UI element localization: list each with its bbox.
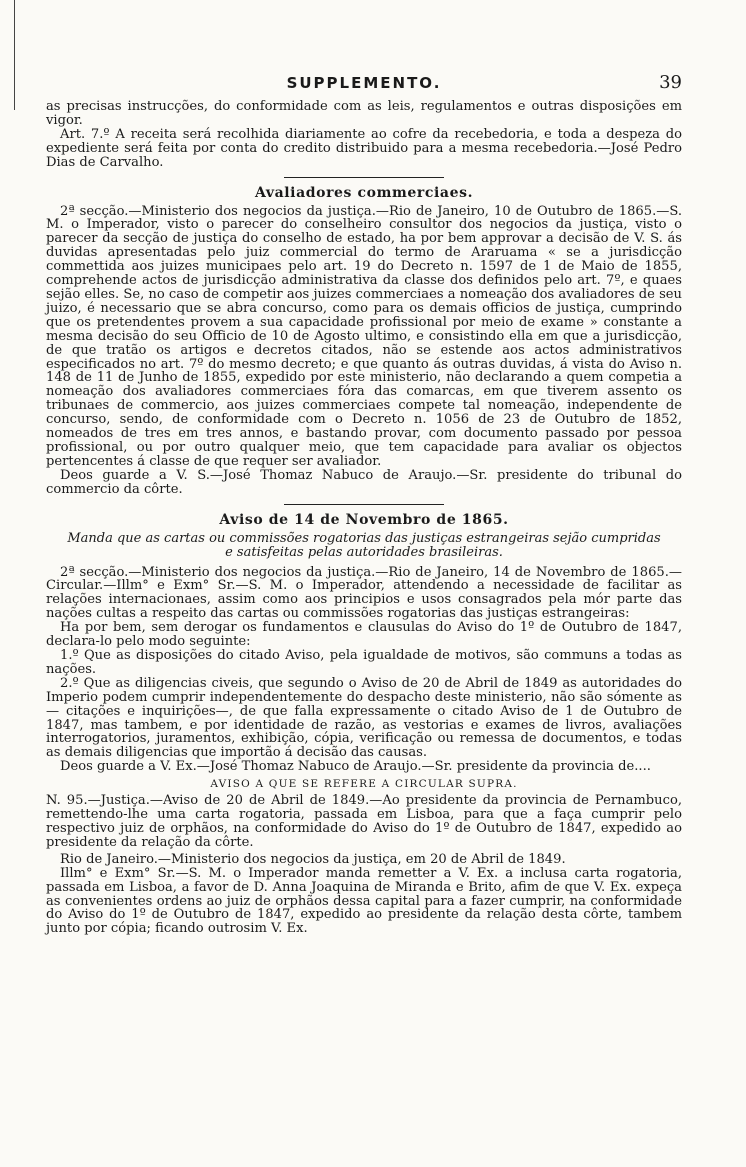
dateline-paragraph: Rio de Janeiro.—Ministerio dos negocios da justiça, em 20 de Abril de 1849. (60, 851, 566, 867)
section-divider (284, 504, 444, 505)
section-title-aviso: Aviso de 14 de Novembro de 1865. (219, 511, 509, 528)
aviso-summary-line: Manda que as cartas ou commissões rogatorias das justiças estrangeiras sejão cumpridas (67, 530, 661, 546)
body-paragraph: N. 95.—Justiça.—Aviso de 20 de Abril de 1849.—Ao presidente da provincia de Pernambuco, remettendo-lhe uma carta rogatoria, passada em Lisboa, para que a faça cumprir pelo respectivo juiz de orphãos, na conformidade do Aviso do 1º de Outubro de 1847, expedido ao presidente da relação da côrte. (46, 793, 682, 850)
closing-paragraph: Deos guarde a V. Ex.—José Thomaz Nabuco de Araujo.—Sr. presidente da provincia de.... (60, 759, 651, 775)
list-item-paragraph: 2.º Que as diligencias civeis, que segundo o Aviso de 20 de Abril de 1849 as autoridades do Imperio podem cumprir independentemente do despacho deste ministerio, não são sómente as — citações e inquirições—, de que falla expressamente o citado Aviso de 1 de Outubro de 1847, mas tambem, e por identidade de razão, as vestorias e exames de livros, avaliações interrogatorios, juramentos, exhibição, cópia, verificação ou remessa de documentos, e todas as demais diligencias que importão á decisão das causas. (46, 675, 682, 761)
body-paragraph: Ha por bem, sem derogar os fundamentos e clausulas do Aviso do 1º de Outubro de 1847, declara-lo pelo modo seguinte: (46, 620, 682, 650)
body-paragraph: Illm° e Exm° Sr.—S. M. o Imperador manda remetter a V. Ex. a inclusa carta rogatoria, passada em Lisboa, a favor de D. Anna Joaquina de Miranda e Brito, afim de que V. Ex. expeça as convenientes ordens ao juiz de orphãos dessa capital para a fazer cumprir, na conformidade do Aviso do 1º de Outubro de 1847, expedido ao presidente da relação desta côrte, tambem junto por cópia; ficando outrosim V. Ex. (46, 865, 682, 937)
aviso-summary (46, 532, 682, 560)
intro-article-paragraph: Art. 7.º A receita será recolhida diariamente ao cofre da recebedoria, e toda a despeza do expediente será feita por conta do credito distribuido para a mesma recebedoria.—José Pedro Dias de Carvalho. (46, 126, 682, 170)
page-number: 39 (659, 72, 682, 93)
document-page (46, 74, 682, 936)
body-paragraph: 2ª secção.—Ministerio dos negocios da justiça.—Rio de Janeiro, 14 de Novembro de 1865.—Circular.—Illm° e Exm° Sr.—S. M. o Imperador, attendendo a necessidade de facilitar as relações internacionaes, assim como aos principios e usos consagrados pela mór parte das nações cultas a respeito das cartas ou commissões rogatorias das justiças estrangeiras: (46, 564, 682, 622)
page-edge-line (14, 0, 15, 110)
running-head (46, 74, 682, 96)
section-title-avaliadores: Avaliadores commerciaes. (254, 184, 474, 201)
list-item-paragraph: 1.º Que as disposições do citado Aviso, pela igualdade de motivos, são communs a todas as nações. (46, 648, 682, 677)
subsection-title: AVISO A QUE SE REFERE A CIRCULAR SUPRA. (210, 778, 518, 791)
aviso-summary-line: e satisfeitas pelas autoridades brasileiras. (225, 544, 503, 560)
body-paragraph: 2ª secção.—Ministerio dos negocios da justiça.—Rio de Janeiro, 10 de Outubro de 1865.—S. M. o Imperador, visto o parecer do conselheiro consultor dos negocios da justiça, visto o parecer da secção de justiça do conselho de estado, ha por bem approvar a decisão de V. S. ás duvidas apresentadas pelo juiz commercial do termo de Araruama « se a jurisdicção commettida aos juizes municipaes pelo art. 19 do Decreto n. 1597 de 1 de Maio de 1855, comprehende actos de jurisdicção administrativa da classe dos definidos pelo art. 7º, e quaes sejão elles. Se, no caso de competir aos juizes commerciaes a nomeação dos avaliadores de seu juizo, é necessario que se abra concurso, como para os demais officios de justiça, cumprindo que os pretendentes provem a sua capacidade profissional por meio de exame » constante a mesma decisão do seu Officio de 10 de Agosto ultimo, e consistindo ella em que a jurisdicção, de que tratão os artigos e decretos citados, não se estende aos actos administrativos especificados no art. 7º do mesmo decreto; e que quanto ás outras duvidas, á vista do Aviso n. 148 de 11 de Junho de 1855, expedido por este ministerio, não declarando a quem competia a nomeação dos avaliadores commerciaes fóra das comarcas, em que tiverem assento os tribunaes de commercio, aos juizes commerciaes compete tal nomeação, independente de concurso, sendo, de conformidade com o Decreto n. 1056 de 23 de Outubro de 1852, nomeados de tres em tres annos, e bastando provar, com documento passado por pessoa profissional, ou por outro qualquer meio, que tem capacidade para avaliar os objectos pertencentes á classe de que requer ser avaliador. (46, 203, 682, 469)
running-title: SUPPLEMENTO. (286, 74, 442, 92)
closing-paragraph: Deos guarde a V. S.—José Thomaz Nabuco de Araujo.—Sr. presidente do tribunal do commercio da côrte. (46, 467, 682, 497)
intro-paragraph: as precisas instrucções, do conformidade com as leis, regulamentos e outras disposições em vigor. (46, 99, 682, 128)
section-divider (284, 177, 444, 178)
